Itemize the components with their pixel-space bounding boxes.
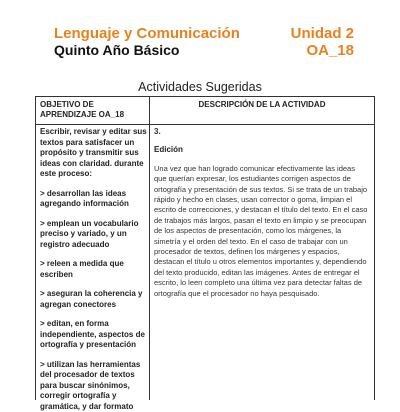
unit-label: Unidad 2 [291,25,354,42]
objective-item: > aseguran la coherencia y agregan conectores [40,289,147,310]
header-left [54,25,240,58]
objective-item: > utilizan las herramientas del procesador de textos para buscar sinónimos, corregir ortografía y gramática, y dar formato [40,360,147,412]
objective-intro: Escribir, revisar y editar sus textos para satisfacer un propósito y transmitir sus ideas con claridad. durante este proceso: [40,127,147,180]
table-header-row [36,97,374,125]
document-header [54,25,354,59]
activity-description: Una vez que han logrado comunicar efectivamente las ideas que querían expresar, los estudiantes corrigen aspectos de ortografía y presentación de sus textos. Si se trata de un trabajo rápido y hecho en clases, usan corrector o goma, limpian el escrito de correcciones, y destacan el título del texto. En el caso de trabajos más largos, pasan el texto en limpio y se preocupan de los aspectos de presentación, como los márgenes, la simetría y el orden del texto. En el caso de trabajar con un procesador de textos, definen los márgenes y espacios, destacan el título u otros elementos importantes y, dependiendo del texto producido, editan las imágenes. Antes de entregar el escrito, lo leen completo una última vez para detectar faltas de ortografía que el procesador no haya pesquisado. [154,164,368,299]
objective-item: > desarrollan las ideas agregando información [40,189,147,210]
objective-cell [40,127,147,412]
description-column-header: DESCRIPCIÓN DE LA ACTIVIDAD [150,100,374,110]
activities-table [35,96,375,400]
page-title: Actividades Sugeridas [0,80,400,94]
activity-number: 3. [154,127,368,137]
objective-item: > emplean un vocabulario preciso y variado, y un registro adecuado [40,219,147,251]
grade-level: Quinto Año Básico [54,42,240,58]
header-right [291,25,354,59]
objective-item: > editan, en forma independiente, aspectos de ortografía y presentación [40,319,147,351]
column-divider [149,97,150,400]
objective-column-header: OBJETIVO DE APRENDIZAJE OA_18 [40,100,146,120]
activity-cell [154,127,368,299]
objective-code: OA_18 [291,42,354,59]
subject-title: Lenguaje y Comunicación [54,25,240,42]
objective-item: > releen a medida que escriben [40,259,147,280]
activity-title: Edición [154,145,368,155]
